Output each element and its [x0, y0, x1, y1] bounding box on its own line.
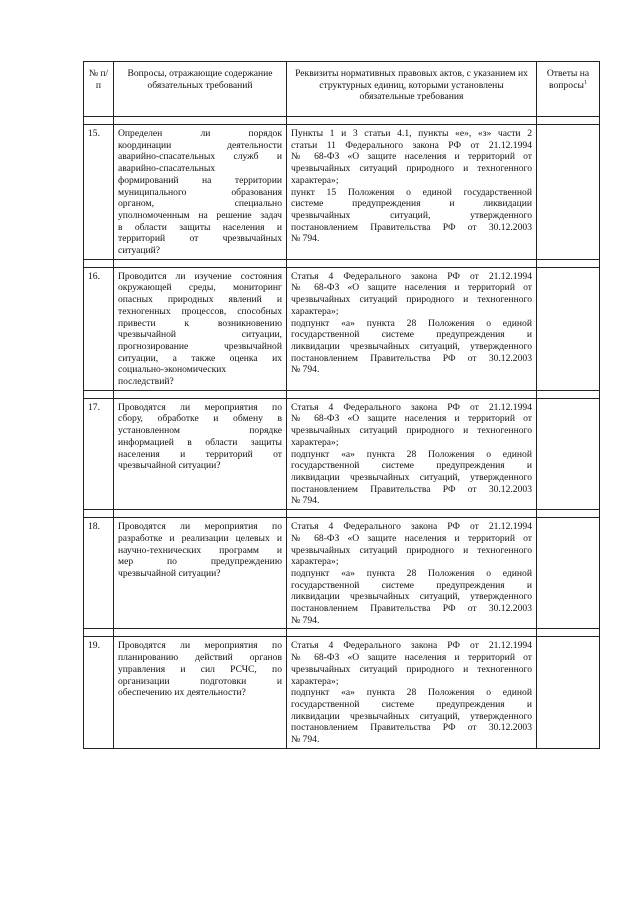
requisites-cell [287, 267, 537, 390]
question-line: формирований на территории [118, 174, 282, 186]
requisite-line: ликвидации чрезвычайных ситуаций, утвержденного [291, 340, 532, 352]
table-row [84, 398, 600, 509]
requisite-line: характера»; [291, 675, 339, 687]
requisites-cell [287, 398, 537, 509]
spacer-cell [287, 510, 537, 518]
spacer-cell [114, 629, 287, 637]
spacer-cell [537, 510, 600, 518]
row-number: 17. [84, 398, 114, 509]
spacer-cell [84, 629, 114, 637]
requisite-line: системе предупреждения и ликвидации [291, 198, 532, 210]
header-answers-label: Ответы на вопросы [546, 68, 590, 91]
question-line: установленном порядке [118, 425, 282, 437]
requisite-line: ликвидации чрезвычайных ситуаций, утвержденного [291, 710, 532, 722]
requirements-table [83, 61, 600, 749]
answer-cell[interactable] [537, 398, 600, 509]
requisites-cell [287, 637, 537, 748]
question-line: планированию действий органов [118, 652, 282, 664]
footnote-mark: 1 [583, 79, 587, 86]
question-line: социально-экономических [118, 364, 227, 376]
question-cell [114, 125, 287, 260]
spacer-cell [114, 390, 287, 398]
requisite-line: чрезвычайных ситуаций природного и техногенного [291, 294, 532, 306]
answer-cell[interactable] [537, 125, 600, 260]
row-number: 18. [84, 518, 114, 629]
requisite-line: постановлением Правительства РФ от 30.12.2003 [291, 352, 532, 364]
requisite-line: чрезвычайных ситуаций природного и техногенного [291, 663, 532, 675]
spacer-cell [287, 117, 537, 125]
question-line: аварийно-спасательных [118, 163, 216, 175]
table-row [84, 637, 600, 748]
spacer-cell [84, 117, 114, 125]
spacer-cell [84, 259, 114, 267]
requisite-line: подпункт «а» пункта 28 Положения о единой [291, 567, 532, 579]
question-cell [114, 637, 287, 748]
spacer-row [84, 390, 600, 398]
table-row [84, 125, 600, 260]
row-number: 16. [84, 267, 114, 390]
question-line: опасных природных явлений и [118, 294, 282, 306]
requisite-line: чрезвычайных ситуаций, утвержденного [291, 209, 532, 221]
table-row [84, 518, 600, 629]
question-line: в области защиты населения и [118, 221, 282, 233]
requisite-line: чрезвычайных ситуаций природного и техногенного [291, 544, 532, 556]
requisite-line: подпункт «а» пункта 28 Положения о единой [291, 317, 532, 329]
answer-cell[interactable] [537, 518, 600, 629]
question-line: окружающей среды, мониторинг [118, 282, 282, 294]
spacer-cell [287, 259, 537, 267]
question-line: Определен ли порядок [118, 128, 282, 139]
requisite-line: № 794. [291, 614, 320, 626]
question-line: организации подготовки и [118, 675, 282, 687]
question-cell [114, 518, 287, 629]
question-line: ситуации, а также оценка их [118, 352, 282, 364]
question-line: Проводятся ли мероприятия по [118, 401, 282, 413]
question-line: Проводятся ли мероприятия по [118, 521, 282, 533]
requisite-line: постановлением Правительства РФ от 30.12.2003 [291, 221, 532, 233]
requisite-line: государственной системе предупреждения и [291, 579, 532, 591]
spacer-cell [84, 390, 114, 398]
requisite-line: пункт 15 Положения о единой государственной [291, 186, 532, 198]
question-line: населения и территорий от [118, 448, 282, 460]
question-line: Проводятся ли мероприятия по [118, 640, 282, 652]
requisite-line: Статья 4 Федерального закона РФ от 21.12.1994 [291, 270, 532, 282]
requisite-line: постановлением Правительства РФ от 30.12.2003 [291, 722, 532, 734]
question-line: аварийно-спасательных служб и [118, 151, 282, 163]
header-num: № п/п [84, 62, 114, 117]
spacer-cell [84, 510, 114, 518]
spacer-row [84, 629, 600, 637]
question-line: чрезвычайной ситуации? [118, 460, 221, 472]
header-answers [537, 62, 600, 117]
spacer-cell [114, 510, 287, 518]
requisite-line: подпункт «а» пункта 28 Положения о единой [291, 448, 532, 460]
question-line: органом, специально [118, 198, 282, 210]
requisite-line: № 794. [291, 734, 320, 746]
requisite-line: Статья 4 Федерального закона РФ от 21.12.1994 [291, 401, 532, 413]
requisite-line: характера»; [291, 174, 339, 186]
requisite-line: государственной системе предупреждения и [291, 460, 532, 472]
row-number: 15. [84, 125, 114, 260]
requisite-line: постановлением Правительства РФ от 30.12.2003 [291, 603, 532, 615]
question-line: координации деятельности [118, 139, 282, 151]
header-questions: Вопросы, отражающие содержание обязательных требований [114, 62, 287, 117]
requisite-line: характера»; [291, 436, 339, 448]
spacer-row [84, 117, 600, 125]
requisite-line: ликвидации чрезвычайных ситуаций, утвержденного [291, 591, 532, 603]
question-line: муниципального образования [118, 186, 282, 198]
requisite-line: чрезвычайных ситуаций природного и техногенного [291, 425, 532, 437]
requisites-cell [287, 518, 537, 629]
question-line: чрезвычайной ситуации? [118, 567, 221, 579]
question-line: обеспечению их деятельности? [118, 687, 246, 699]
question-line: территорий от чрезвычайных [118, 233, 282, 245]
question-line: научно-технических программ и [118, 544, 282, 556]
spacer-cell [287, 629, 537, 637]
requisite-line: характера»; [291, 305, 339, 317]
requisite-line: Статья 4 Федерального закона РФ от 21.12.1994 [291, 521, 532, 533]
question-line: чрезвычайной ситуации, [118, 329, 282, 341]
question-line: привести к возникновению [118, 317, 282, 329]
requisite-line: № 794. [291, 233, 320, 245]
requisite-line: Статья 4 Федерального закона РФ от 21.12.1994 [291, 640, 532, 652]
question-line: Проводится ли изучение состояния [118, 270, 282, 282]
table-row [84, 267, 600, 390]
question-cell [114, 398, 287, 509]
requisite-line: чрезвычайных ситуаций природного и техногенного [291, 163, 532, 175]
requisite-line: № 68-ФЗ «О защите населения и территорий от [291, 413, 532, 425]
question-line: мер по предупреждению [118, 556, 282, 568]
spacer-cell [114, 117, 287, 125]
requisite-line: № 68-ФЗ «О защите населения и территорий от [291, 652, 532, 664]
spacer-cell [114, 259, 287, 267]
question-line: разработке и реализации целевых и [118, 532, 282, 544]
question-line: управления и сил РСЧС, по [118, 663, 282, 675]
answer-cell[interactable] [537, 267, 600, 390]
requisite-line: государственной системе предупреждения и [291, 698, 532, 710]
question-cell [114, 267, 287, 390]
requisite-line: № 794. [291, 495, 320, 507]
header-requisites: Реквизиты нормативных правовых актов, с указанием их структурных единиц, которыми установлены обязательные требования [287, 62, 537, 117]
spacer-cell [287, 390, 537, 398]
question-line: информацией в области защиты [118, 436, 282, 448]
spacer-row [84, 510, 600, 518]
question-line: уполномоченным на решение задач [118, 209, 282, 221]
row-number: 19. [84, 637, 114, 748]
requisite-line: ликвидации чрезвычайных ситуаций, утвержденного [291, 471, 532, 483]
requisites-cell [287, 125, 537, 260]
spacer-cell [537, 259, 600, 267]
question-line: сбору, обработке и обмену в [118, 413, 282, 425]
table-header-row [84, 62, 600, 117]
spacer-row [84, 259, 600, 267]
question-line: техногенных процессов, способных [118, 305, 282, 317]
question-line: ситуаций? [118, 245, 161, 257]
requisite-line: № 68-ФЗ «О защите населения и территорий от [291, 282, 532, 294]
requisite-line: подпункт «а» пункта 28 Положения о единой [291, 687, 532, 699]
question-line: последствий? [118, 376, 174, 388]
requisite-line: № 794. [291, 364, 320, 376]
spacer-cell [537, 629, 600, 637]
answer-cell[interactable] [537, 637, 600, 748]
requisite-line: постановлением Правительства РФ от 30.12.2003 [291, 483, 532, 495]
spacer-cell [537, 390, 600, 398]
requisite-line: № 68-ФЗ «О защите населения и территорий от [291, 532, 532, 544]
requisite-line: Пункты 1 и 3 статьи 4.1, пункты «е», «з» части 2 [291, 128, 532, 139]
requisite-line: государственной системе предупреждения и [291, 329, 532, 341]
requisite-line: статьи 11 Федерального закона РФ от 21.12.1994 [291, 139, 532, 151]
requisite-line: характера»; [291, 556, 339, 568]
requisite-line: № 68-ФЗ «О защите населения и территорий от [291, 151, 532, 163]
question-line: прогнозирование чрезвычайной [118, 340, 282, 352]
spacer-cell [537, 117, 600, 125]
